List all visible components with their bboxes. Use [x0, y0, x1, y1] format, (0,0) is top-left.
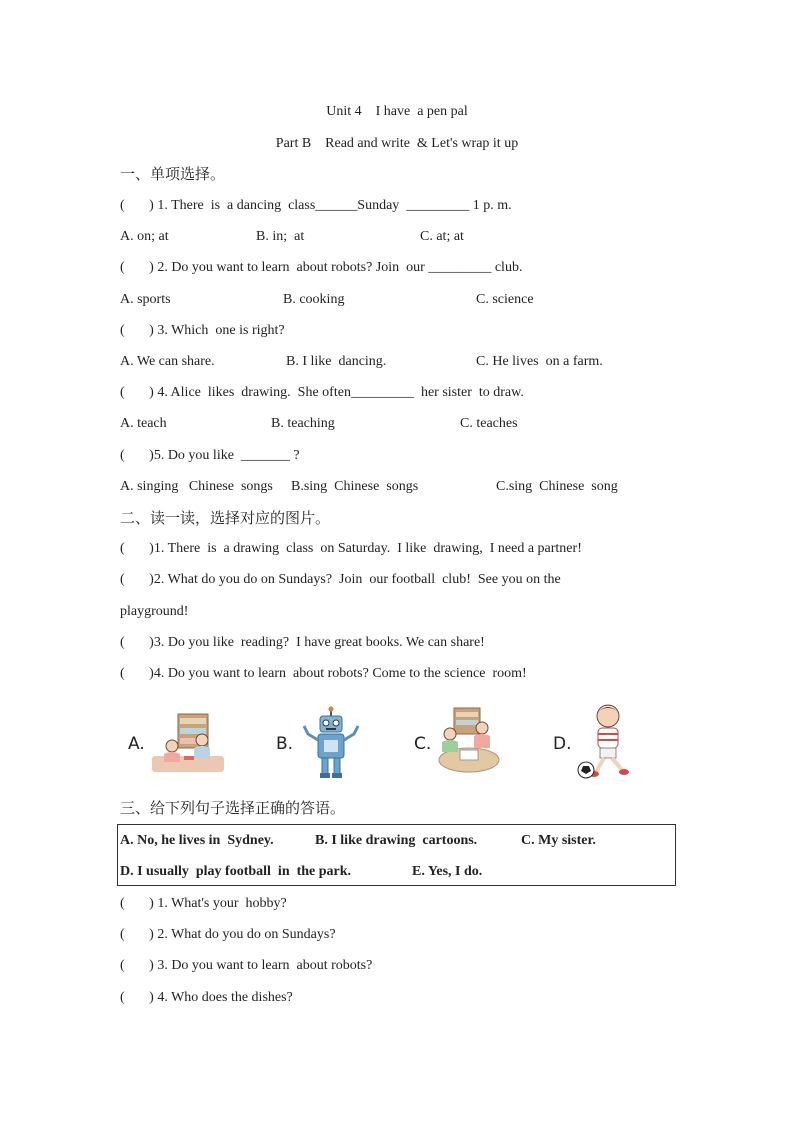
s3-q2: ( ) 2. What do you do on Sundays? — [120, 927, 336, 942]
s1-q3-option-b: B. I like dancing. — [286, 354, 387, 369]
picture-label-a: A. — [128, 734, 145, 754]
answer-option-a: A. No, he lives in Sydney. — [120, 833, 274, 848]
s1-q4-option-b: B. teaching — [271, 416, 335, 431]
worksheet-title: Unit 4 I have a pen pal — [326, 104, 468, 119]
s1-q1-stem: ( ) 1. There is a dancing class______Sunday _________ 1 p. m. — [120, 198, 512, 213]
answer-option-c: C. My sister. — [521, 833, 596, 848]
picture-label-d: D. — [553, 734, 572, 754]
s1-q2-option-a: A. sports — [120, 292, 171, 307]
s2-line-1: ( )1. There is a drawing class on Saturday. I like drawing, I need a partner! — [120, 541, 582, 556]
s1-q3-stem: ( ) 3. Which one is right? — [120, 323, 285, 338]
answer-options-box — [117, 824, 676, 886]
children-drawing-icon — [436, 706, 502, 776]
answer-option-b: B. I like drawing cartoons. — [315, 833, 478, 848]
s2-line-5: ( )4. Do you want to learn about robots? Come to the science room! — [120, 666, 527, 681]
s3-q1: ( ) 1. What's your hobby? — [120, 896, 287, 911]
section3-heading: 三、给下列句子选择正确的答语。 — [120, 799, 346, 817]
s1-q2-option-b: B. cooking — [283, 292, 345, 307]
s1-q2-stem: ( ) 2. Do you want to learn about robots? Join our _________ club. — [120, 260, 523, 275]
picture-label-c: C. — [414, 734, 432, 754]
s2-line-2: ( )2. What do you do on Sundays? Join our football club! See you on the — [120, 572, 561, 587]
s3-q3: ( ) 3. Do you want to learn about robots? — [120, 958, 373, 973]
section2-heading: 二、读一读，选择对应的图片。 — [120, 509, 331, 527]
worksheet-subtitle: Part B Read and write & Let's wrap it up — [275, 136, 519, 151]
section1-heading: 一、单项选择。 — [120, 165, 226, 183]
s3-q4: ( ) 4. Who does the dishes? — [120, 990, 293, 1005]
s1-q4-option-c: C. teaches — [460, 416, 518, 431]
s1-q3-option-a: A. We can share. — [120, 354, 215, 369]
children-reading-icon — [150, 710, 226, 774]
answer-option-e: E. Yes, I do. — [412, 864, 483, 879]
answer-option-d: D. I usually play football in the park. — [120, 864, 352, 879]
s1-q4-option-a: A. teach — [120, 416, 167, 431]
s1-q3-option-c: C. He lives on a farm. — [476, 354, 603, 369]
boy-football-icon — [574, 702, 638, 782]
s2-line-3: playground! — [120, 604, 189, 619]
s1-q2-option-c: C. science — [476, 292, 534, 307]
s1-q4-stem: ( ) 4. Alice likes drawing. She often_________ her sister to draw. — [120, 385, 524, 400]
picture-label-b: B. — [276, 734, 294, 754]
s1-q5-stem: ( )5. Do you like _______ ? — [120, 448, 300, 463]
robot-icon — [300, 706, 362, 780]
s1-q1-option-b: B. in; at — [256, 229, 305, 244]
s2-line-4: ( )3. Do you like reading? I have great books. We can share! — [120, 635, 485, 650]
s1-q1-option-c: C. at; at — [420, 229, 464, 244]
s1-q5-option-c: C.sing Chinese song — [496, 479, 618, 494]
s1-q5-option-b: B.sing Chinese songs — [291, 479, 419, 494]
s1-q1-option-a: A. on; at — [120, 229, 169, 244]
s1-q5-option-a: A. singing Chinese songs — [120, 479, 273, 494]
